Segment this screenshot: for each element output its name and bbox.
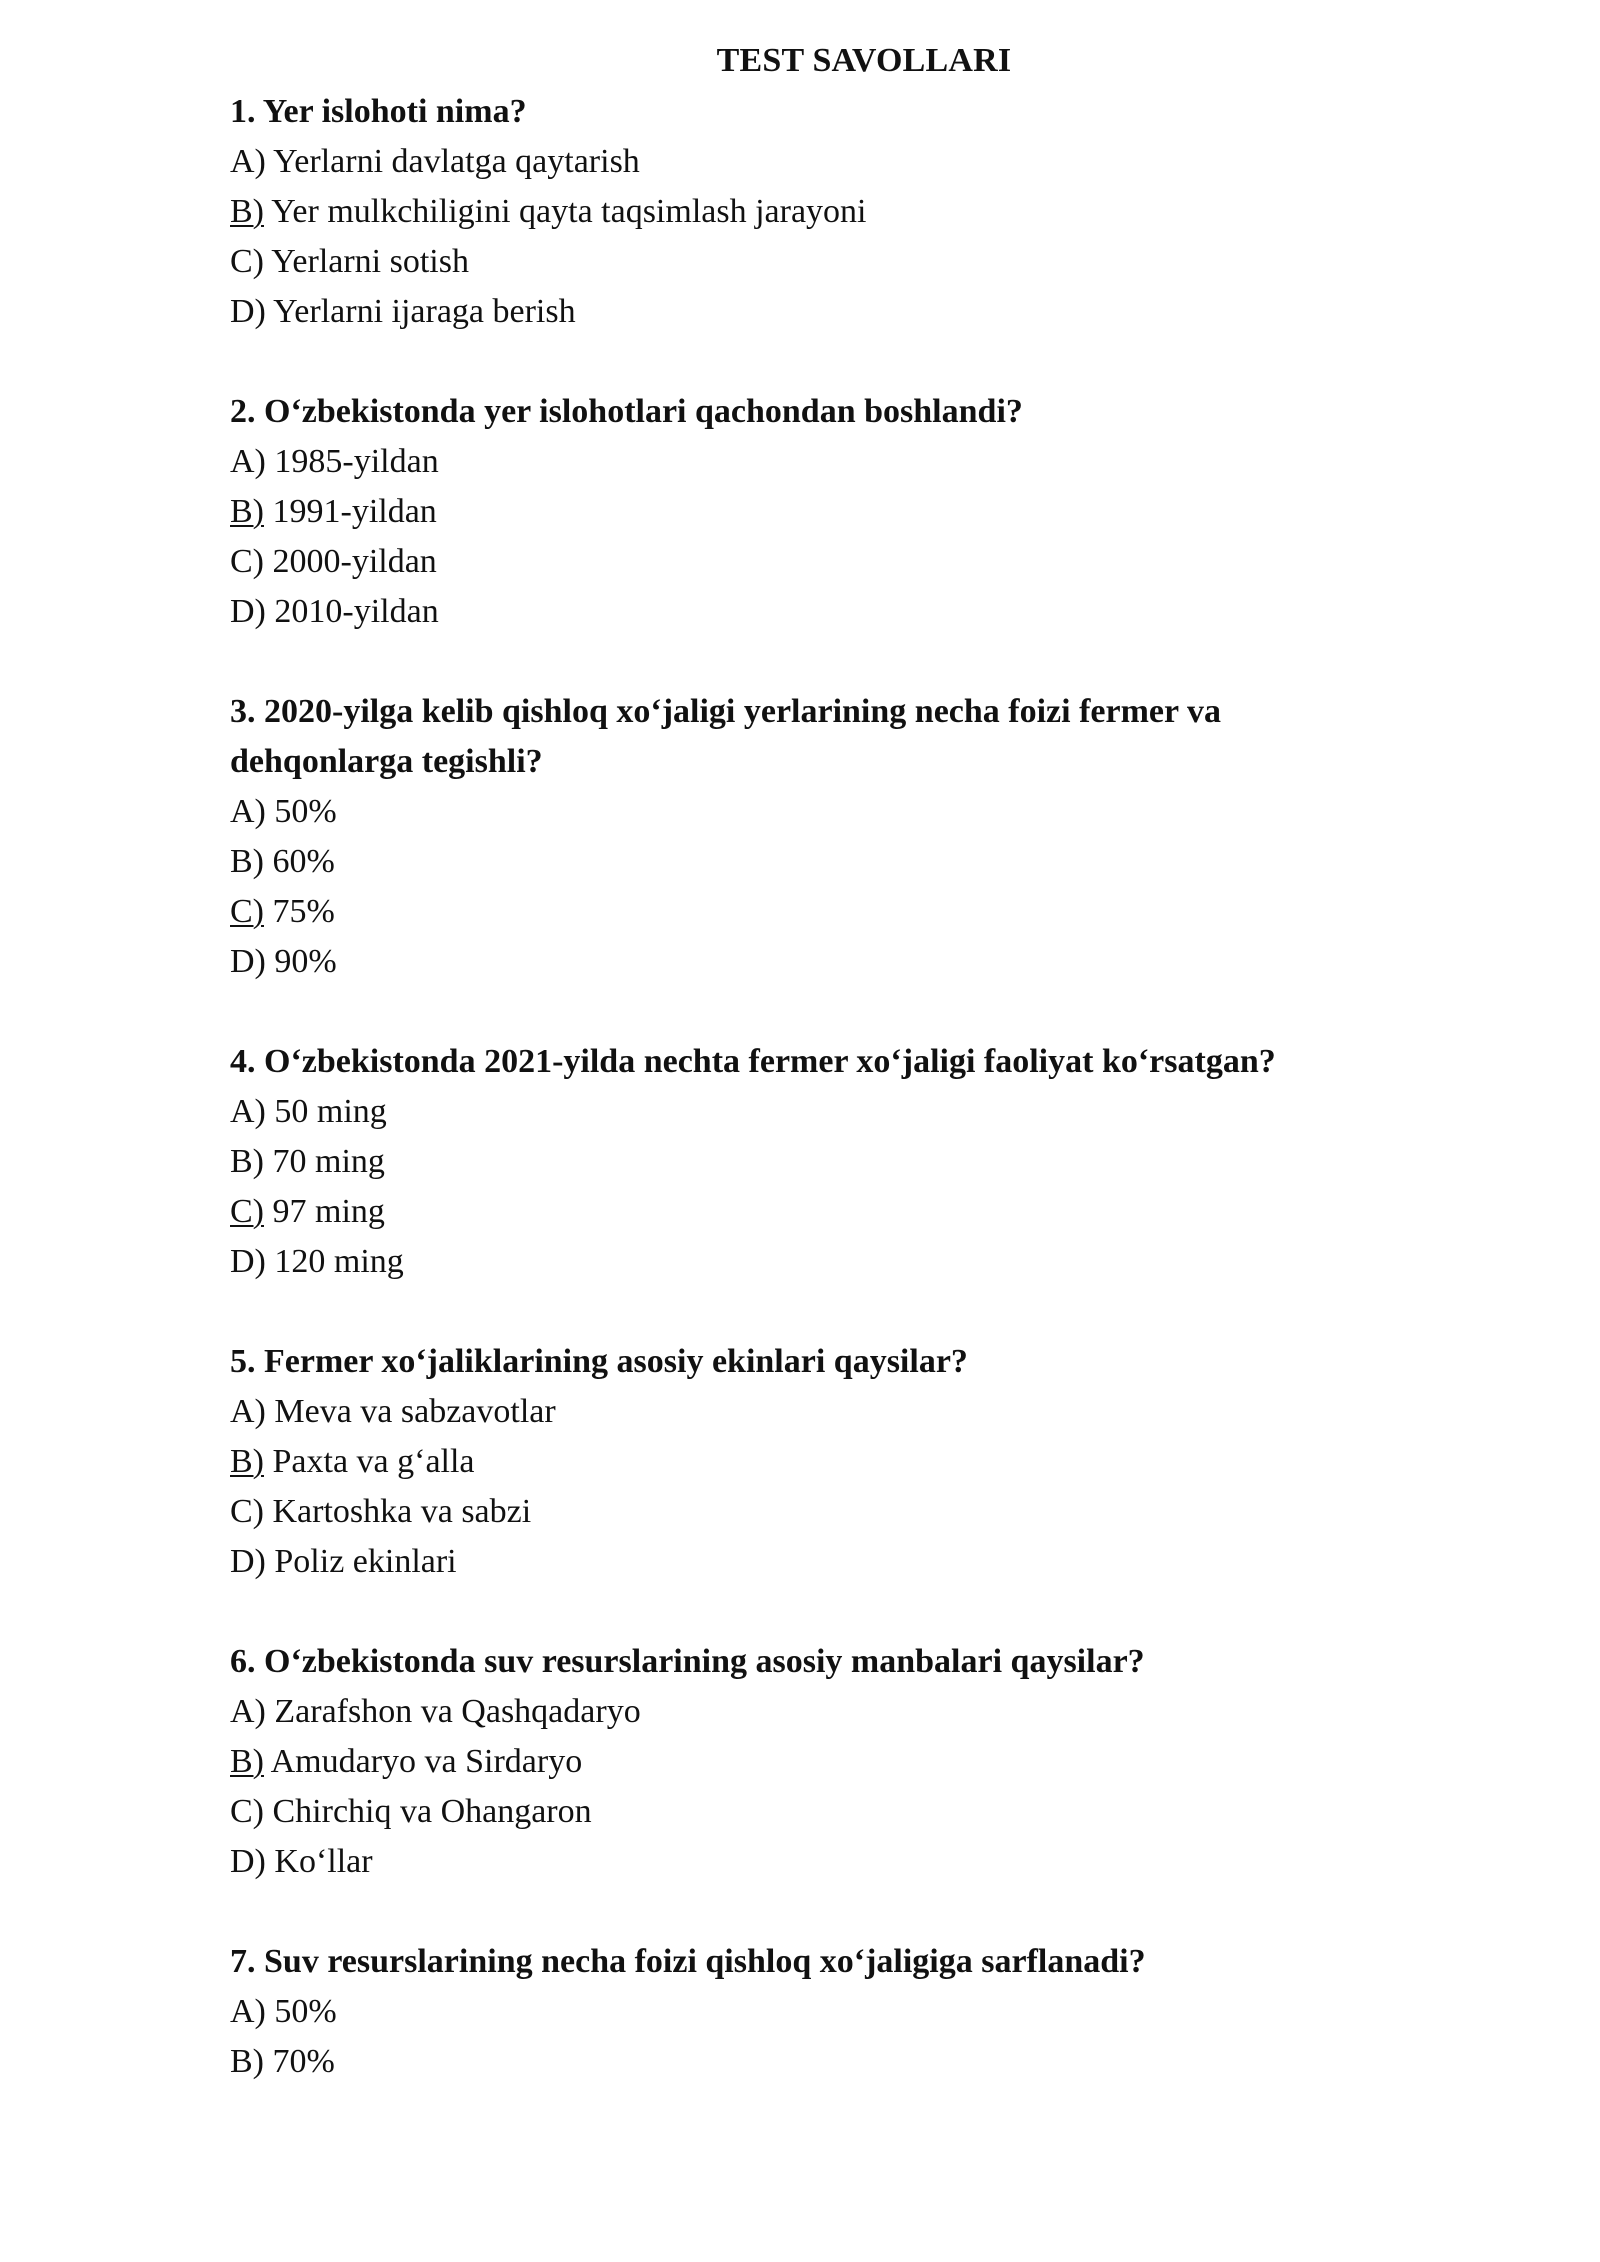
option-text: 97 ming [272, 1193, 385, 1230]
option-text: Paxta va g‘alla [272, 1443, 475, 1480]
option-d [230, 587, 1430, 637]
option-text: 50 ming [274, 1093, 387, 1130]
option-letter-correct: C) [230, 1193, 264, 1230]
option-letter: A) [230, 1093, 266, 1130]
question-text: 2. O‘zbekistonda yer islohotlari qachondan boshlandi? [230, 393, 1023, 430]
question-text: 6. O‘zbekistonda suv resurslarining asosiy manbalari qaysilar? [230, 1643, 1145, 1680]
option-letter: C) [230, 543, 264, 580]
question-text: 1. Yer islohoti nima? [230, 93, 527, 130]
option-d [230, 1237, 1430, 1287]
option-b [230, 1737, 1430, 1787]
option-b [230, 1137, 1430, 1187]
option-text: Yerlarni sotish [271, 243, 469, 280]
option-a [230, 137, 1430, 187]
option-a [230, 1087, 1430, 1137]
option-letter: B) [230, 2043, 264, 2080]
option-text: 70 ming [272, 1143, 385, 1180]
option-text: Zarafshon va Qashqadaryo [274, 1693, 641, 1730]
option-letter-correct: B) [230, 1743, 264, 1780]
option-text: 70% [272, 2043, 335, 2080]
option-text: 50% [274, 793, 337, 830]
option-c [230, 887, 1430, 937]
option-c [230, 237, 1430, 287]
option-text: Yerlarni ijaraga berish [273, 293, 576, 330]
option-text: Meva va sabzavotlar [274, 1393, 556, 1430]
question-text-line-1: 3. 2020-yilga kelib qishloq xo‘jaligi yerlarining necha foizi fermer va [230, 693, 1221, 730]
option-c [230, 537, 1430, 587]
option-letter: D) [230, 1843, 266, 1880]
option-b [230, 1437, 1430, 1487]
option-letter-correct: C) [230, 893, 264, 930]
option-text: 50% [274, 1993, 337, 2030]
option-d [230, 937, 1430, 987]
option-a [230, 1387, 1430, 1437]
option-letter: C) [230, 1493, 264, 1530]
option-letter: A) [230, 1693, 266, 1730]
option-text: 60% [272, 843, 335, 880]
option-letter: C) [230, 1793, 264, 1830]
option-letter-correct: B) [230, 193, 264, 230]
option-text: Yer mulkchiligini qayta taqsimlash jarayoni [271, 193, 867, 230]
option-d [230, 1537, 1430, 1587]
option-a [230, 1987, 1430, 2037]
option-letter: A) [230, 143, 266, 180]
question-4 [230, 1037, 1430, 1287]
option-c [230, 1787, 1430, 1837]
option-letter: A) [230, 1393, 266, 1430]
option-letter: D) [230, 943, 266, 980]
option-letter: D) [230, 1543, 266, 1580]
option-text: Yerlarni davlatga qaytarish [273, 143, 640, 180]
option-b [230, 187, 1430, 237]
option-letter: B) [230, 843, 264, 880]
option-text: 2000-yildan [272, 543, 437, 580]
question-text: 4. O‘zbekistonda 2021-yilda nechta fermer xo‘jaligi faoliyat ko‘rsatgan? [230, 1043, 1276, 1080]
option-c [230, 1487, 1430, 1537]
option-letter: A) [230, 793, 266, 830]
option-letter-correct: B) [230, 493, 264, 530]
option-letter: D) [230, 293, 266, 330]
option-c [230, 1187, 1430, 1237]
option-text: Amudaryo va Sirdaryo [270, 1743, 583, 1780]
option-text: 1985-yildan [274, 443, 439, 480]
option-text: 75% [272, 893, 335, 930]
option-b [230, 837, 1430, 887]
option-text: 120 ming [274, 1243, 404, 1280]
question-2 [230, 387, 1430, 637]
question-5 [230, 1337, 1430, 1587]
option-letter: A) [230, 1993, 266, 2030]
option-text: Chirchiq va Ohangaron [272, 1793, 592, 1830]
option-letter: D) [230, 1243, 266, 1280]
option-d [230, 287, 1430, 337]
option-a [230, 1687, 1430, 1737]
question-text: 7. Suv resurslarining necha foizi qishloq xo‘jaligiga sarflanadi? [230, 1943, 1146, 1980]
option-text: Ko‘llar [274, 1843, 373, 1880]
option-text: 90% [274, 943, 337, 980]
question-6 [230, 1637, 1430, 1887]
option-letter: C) [230, 243, 264, 280]
option-text: 1991-yildan [272, 493, 437, 530]
option-b [230, 487, 1430, 537]
option-letter: A) [230, 443, 266, 480]
option-a [230, 787, 1430, 837]
option-text: Poliz ekinlari [274, 1543, 457, 1580]
question-list [230, 87, 1430, 2137]
question-7 [230, 1937, 1430, 2087]
option-b [230, 2037, 1430, 2087]
option-d [230, 1837, 1430, 1887]
question-1 [230, 87, 1430, 337]
question-text: 5. Fermer xo‘jaliklarining asosiy ekinlari qaysilar? [230, 1343, 968, 1380]
option-text: 2010-yildan [274, 593, 439, 630]
page-title: TEST SAVOLLARI [716, 42, 1012, 79]
option-letter: D) [230, 593, 266, 630]
question-3 [230, 687, 1430, 987]
option-text: Kartoshka va sabzi [272, 1493, 532, 1530]
option-letter: B) [230, 1143, 264, 1180]
question-text-line-2: dehqonlarga tegishli? [230, 743, 543, 780]
option-letter-correct: B) [230, 1443, 264, 1480]
option-a [230, 437, 1430, 487]
